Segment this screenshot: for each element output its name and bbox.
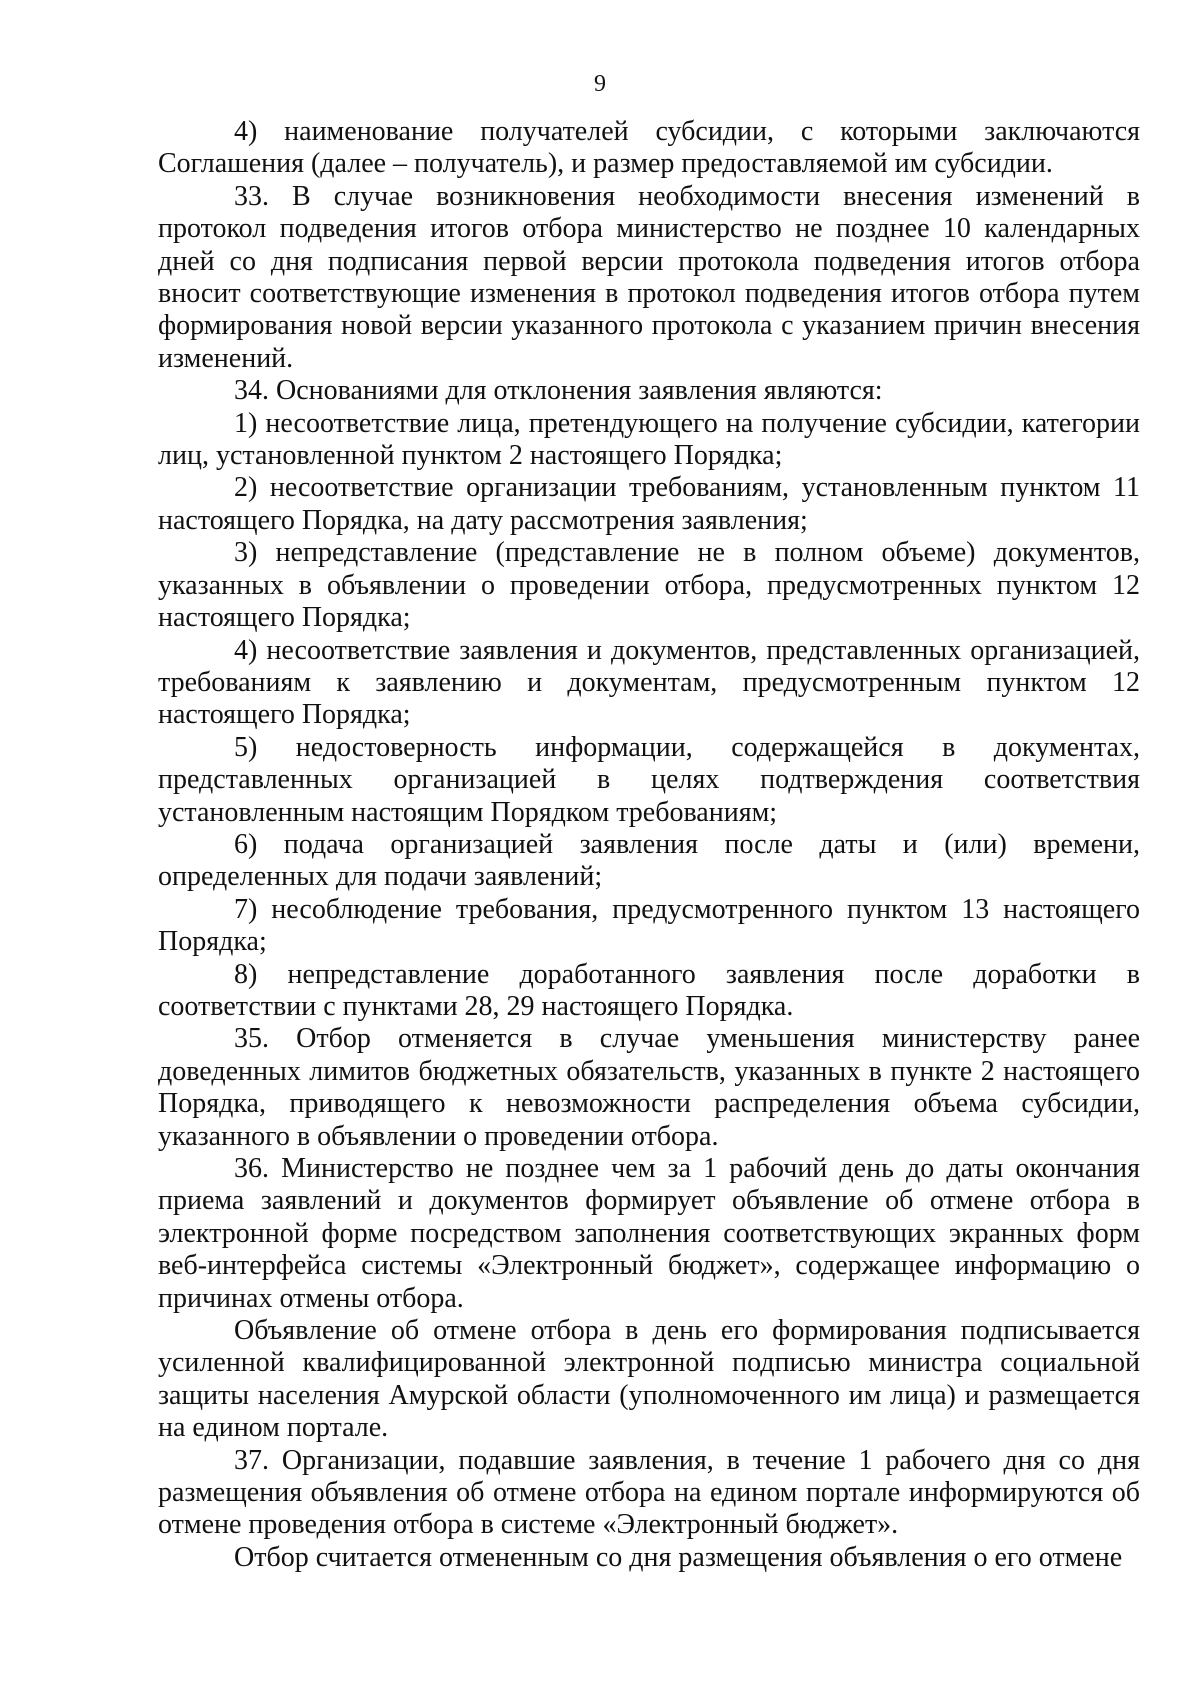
paragraph-35-cancellation: 35. Отбор отменяется в случае уменьшения министерству ранее доведенных лимитов бюджетных обязательств, указанных в пункте 2 настоящего Порядка, приводящего к невозможности распределения объема субсидии, указанного в объявлении о проведении отбора. [158,1023,1140,1152]
paragraph-34-item-3: 3) непредставление (представление не в полном объеме) документов, указанных в объявлении о проведении отбора, предусмотренных пунктом 12 настоящего Порядка; [158,537,1140,634]
paragraph-37-cancellation-date: Отбор считается отмененным со дня размещения объявления о его отмене [234,1541,1123,1573]
paragraph-36-signing: Объявление об отмене отбора в день его формирования подписывается усиленной квалифицированной электронной подписью министра социальной защиты населения Амурской области (уполномоченного им лица) и размещается на едином портале. [158,1315,1140,1444]
paragraph-36-cancellation-notice: 36. Министерство не позднее чем за 1 рабочий день до даты окончания приема заявлений и документов формирует объявление об отмене отбора в электронной форме посредством заполнения соответствующих экранных форм веб-интерфейса системы «Электронный бюджет», содержащее информацию о причинах отмены отбора. [158,1153,1140,1314]
paragraph-33-protocol-changes: 33. В случае возникновения необходимости внесения изменений в протокол подведения итогов отбора министерство не позднее 10 календарных дней со дня подписания первой версии протокола подведения итогов отбора вносит соответствующие изменения в протокол подведения итогов отбора путем формирования новой версии указанного протокола с указанием причин внесения изменений. [158,180,1140,374]
paragraph-34-item-5: 5) недостоверность информации, содержащейся в документах, представленных организацией в целях подтверждения соответствия установленным настоящим Порядком требованиям; [158,731,1140,828]
paragraph-item-4-recipients: 4) наименование получателей субсидии, с которыми заключаются Соглашения (далее – получатель), и размер предоставляемой им субсидии. [158,116,1140,180]
paragraph-34-item-4: 4) несоответствие заявления и документов, представленных организацией, требованиям к заявлению и документам, предусмотренным пунктом 12 настоящего Порядка; [158,634,1140,731]
paragraph-34-item-2: 2) несоответствие организации требованиям, установленным пунктом 11 настоящего Порядка, на дату рассмотрения заявления; [158,472,1140,536]
paragraph-34-item-8: 8) непредставление доработанного заявления после доработки в соответствии с пунктами 28, 29 настоящего Порядка. [158,958,1140,1022]
document-body [158,116,1140,1574]
paragraph-34-item-6: 6) подача организацией заявления после даты и (или) времени, определенных для подачи заявлений; [158,828,1140,893]
paragraph-34-rejection-grounds: 34. Основаниями для отклонения заявления являются: [234,375,883,407]
paragraph-34-item-1: 1) несоответствие лица, претендующего на получение субсидии, категории лиц, установленной пунктом 2 настоящего Порядка; [158,407,1140,472]
paragraph-34-item-7: 7) несоблюдение требования, предусмотренного пунктом 13 настоящего Порядка; [158,893,1140,958]
paragraph-37-informing: 37. Организации, подавшие заявления, в течение 1 рабочего дня со дня размещения объявления об отмене отбора на едином портале информируются об отмене проведения отбора в системе «Электронный бюджет». [158,1444,1140,1541]
page-number: 9 [594,71,606,97]
